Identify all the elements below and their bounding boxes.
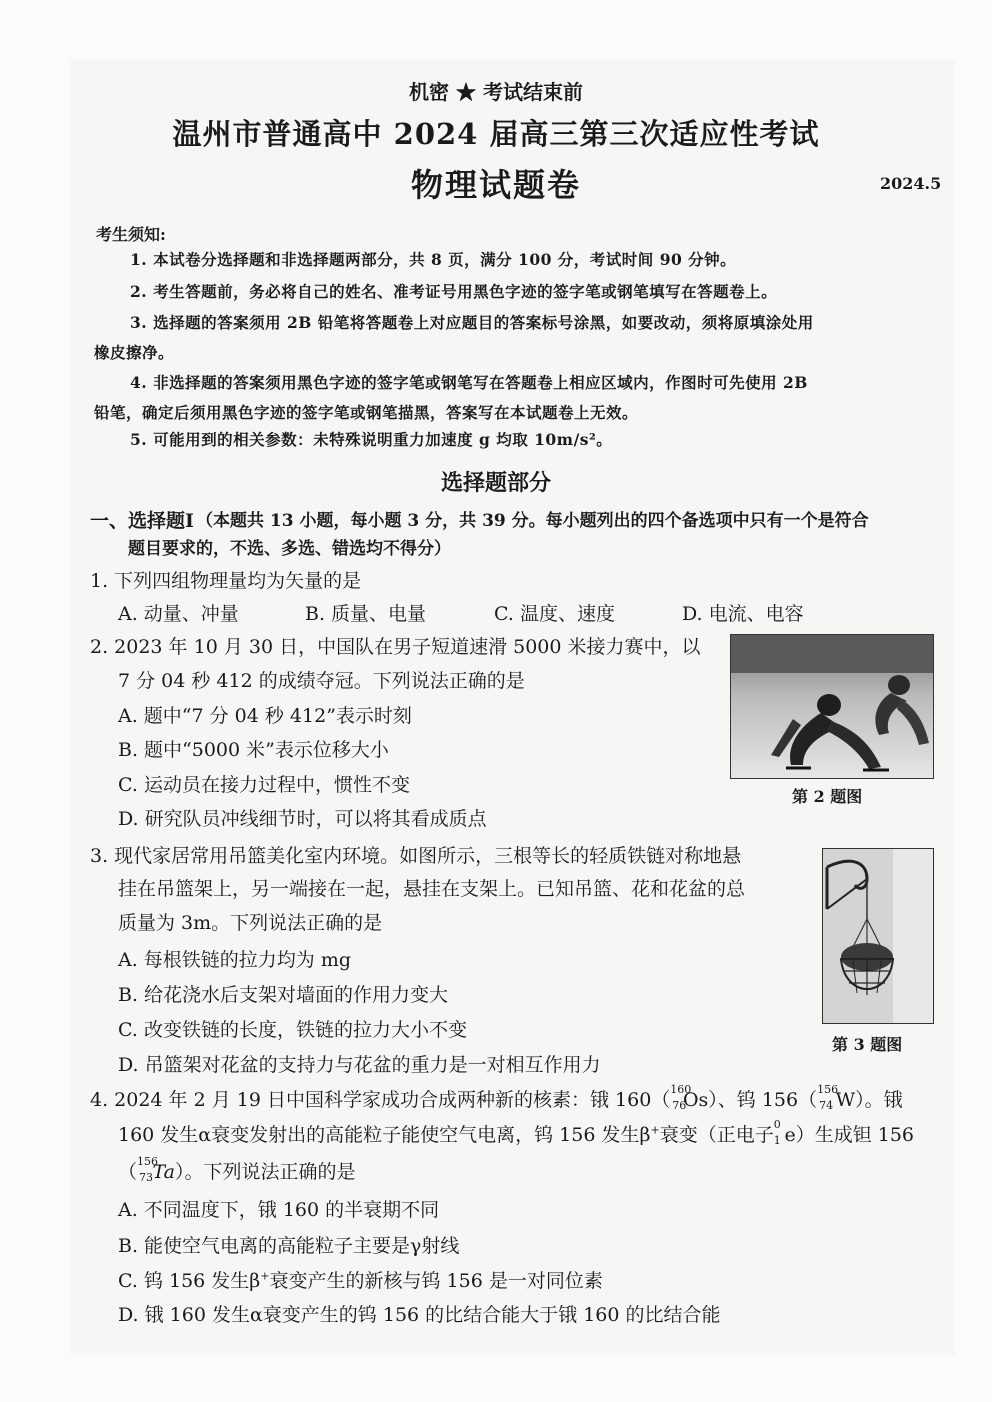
- q4-stem-2-a: 160 发生α衰变发射出的高能粒子能使空气电离，钨 156 发生β: [118, 1124, 651, 1146]
- os-z: 76: [672, 1099, 687, 1112]
- w-mass: 156: [817, 1083, 839, 1096]
- q4-option-a: A. 不同温度下，锇 160 的半衰期不同: [118, 1199, 440, 1221]
- q4-option-c: [118, 1266, 603, 1293]
- q3-option-d: D. 吊篮架对花盆的支持力与花盆的重力是一对相互作用力: [118, 1054, 601, 1076]
- w-z: 74: [819, 1099, 834, 1112]
- q2-stem-2: 7 分 04 秒 412 的成绩夺冠。下列说法正确的是: [118, 670, 525, 692]
- positron-symbol: [773, 1118, 796, 1147]
- speed-skaters-image: [731, 635, 933, 778]
- q4-stem-1: [90, 1085, 903, 1112]
- section-title: 选择题部分: [440, 470, 551, 496]
- q1-option-a: A. 动量、冲量: [118, 603, 239, 625]
- q3-stem-2: 挂在吊篮架上，另一端接在一起，悬挂在支架上。已知吊篮、花和花盆的总: [118, 878, 746, 900]
- ta-z: 73: [139, 1171, 154, 1184]
- q3-photo-basket: [822, 848, 934, 1024]
- notice-line-4a: 4. 非选择题的答案须用黑色字迹的签字笔或钢笔写在答题卷上相应区域内，作图时可先使用 2B: [130, 373, 808, 392]
- q2-photo-skaters: [730, 634, 934, 779]
- w-symbol: W: [835, 1089, 856, 1111]
- q3-figure-caption: 第 3 题图: [832, 1035, 903, 1054]
- q1-option-d: D. 电流、电容: [682, 603, 804, 625]
- exam-subtitle: 物理试题卷: [410, 166, 581, 204]
- q1-option-b: B. 质量、电量: [305, 603, 427, 625]
- q4-stem-2: [118, 1120, 914, 1147]
- exam-date: 2024.5: [880, 174, 942, 193]
- notice-line-4b: 铅笔，确定后须用黑色字迹的签字笔或钢笔描黑，答案写在本试题卷上无效。: [94, 403, 639, 422]
- q4-option-b: B. 能使空气电离的高能粒子主要是γ射线: [118, 1235, 460, 1257]
- ta-nuclide: [137, 1155, 176, 1184]
- beta-plus-sup: +: [650, 1123, 660, 1137]
- q2-stem-1: 2. 2023 年 10 月 30 日，中国队在男子短道速滑 5000 米接力赛中，以: [90, 636, 701, 658]
- q4-option-c-b: 衰变产生的新核与钨 156 是一对同位素: [269, 1270, 603, 1292]
- q3-option-c: C. 改变铁链的长度，铁链的拉力大小不变: [118, 1019, 467, 1041]
- q4-stem-1-c: ）。锇: [855, 1089, 903, 1111]
- q1-option-c: C. 温度、速度: [494, 603, 615, 625]
- q3-stem-3: 质量为 3m。下列说法正确的是: [118, 912, 383, 934]
- ta-open: （: [118, 1161, 138, 1183]
- os-nuclide: [670, 1083, 709, 1112]
- q4-stem-2-b: 衰变（正电子: [659, 1124, 774, 1146]
- part-desc-1: （本题共 13 小题，每小题 3 分，共 39 分。每小题列出的四个备选项中只有一个是符合: [196, 511, 869, 531]
- w-nuclide: [817, 1083, 856, 1112]
- e-symbol: e: [784, 1124, 796, 1146]
- ta-mass: 156: [137, 1155, 159, 1168]
- q3-option-b: B. 给花浇水后支架对墙面的作用力变大: [118, 984, 449, 1006]
- q2-option-a: A. 题中“7 分 04 秒 412”表示时刻: [118, 705, 412, 727]
- notice-line-1: 1. 本试卷分选择题和非选择题两部分，共 8 页，满分 100 分，考试时间 90 分钟。: [130, 250, 737, 269]
- notice-line-2: 2. 考生答题前，务必将自己的姓名、准考证号用黑色字迹的签字笔或钢笔填写在答题卷上。: [130, 282, 778, 301]
- q1-stem: 1. 下列四组物理量均为矢量的是: [90, 570, 362, 592]
- hanging-basket-image: [823, 849, 933, 1023]
- q2-option-d: D. 研究队员冲线细节时，可以将其看成质点: [118, 808, 487, 830]
- q4-stem-2-c: ）生成钽 156: [795, 1124, 915, 1146]
- q2-option-b: B. 题中“5000 米”表示位移大小: [118, 739, 389, 761]
- q3-stem-1: 3. 现代家居常用吊篮美化室内环境。如图所示，三根等长的轻质铁链对称地悬: [90, 845, 742, 867]
- part-label: 一、选择题Ⅰ: [90, 510, 194, 532]
- q4-stem-3: [118, 1157, 356, 1184]
- q2-option-c: C. 运动员在接力过程中，惯性不变: [118, 774, 410, 796]
- q3-option-a: A. 每根铁链的拉力均为 mg: [118, 949, 352, 971]
- q4-option-c-a: C. 钨 156 发生β: [118, 1270, 261, 1292]
- notice-heading: 考生须知:: [96, 225, 166, 244]
- e-mass: 0: [773, 1118, 781, 1131]
- os-mass: 160: [670, 1083, 692, 1096]
- confidential-label: 机密 ★ 考试结束前: [409, 80, 583, 104]
- q4-stem-1-a: 4. 2024 年 2 月 19 日中国科学家成功合成两种新的核素：锇 160（: [90, 1089, 671, 1111]
- notice-line-5: 5. 可能用到的相关参数：未特殊说明重力加速度 g 均取 10m/s²。: [130, 430, 613, 449]
- q4-option-d: D. 锇 160 发生α衰变产生的钨 156 的比结合能大于锇 160 的比结合能: [118, 1304, 721, 1326]
- notice-line-3a: 3. 选择题的答案须用 2B 铅笔将答题卷上对应题目的答案标号涂黑，如要改动，须将原填涂处用: [130, 313, 814, 332]
- q4-option-c-sup: +: [260, 1269, 270, 1283]
- notice-line-3b: 橡皮擦净。: [94, 343, 175, 362]
- ta-symbol: Ta: [152, 1161, 176, 1183]
- q2-figure-caption: 第 2 题图: [792, 787, 863, 806]
- os-symbol: Os: [682, 1089, 709, 1111]
- e-z: 1: [773, 1134, 781, 1147]
- q4-stem-1-b: ）、钨 156（: [708, 1089, 818, 1111]
- q4-stem-3-text: ）。下列说法正确的是: [175, 1161, 356, 1183]
- exam-title: 温州市普通高中 2024 届高三第三次适应性考试: [172, 117, 820, 151]
- part-desc-2: 题目要求的，不选、多选、错选均不得分）: [128, 539, 451, 559]
